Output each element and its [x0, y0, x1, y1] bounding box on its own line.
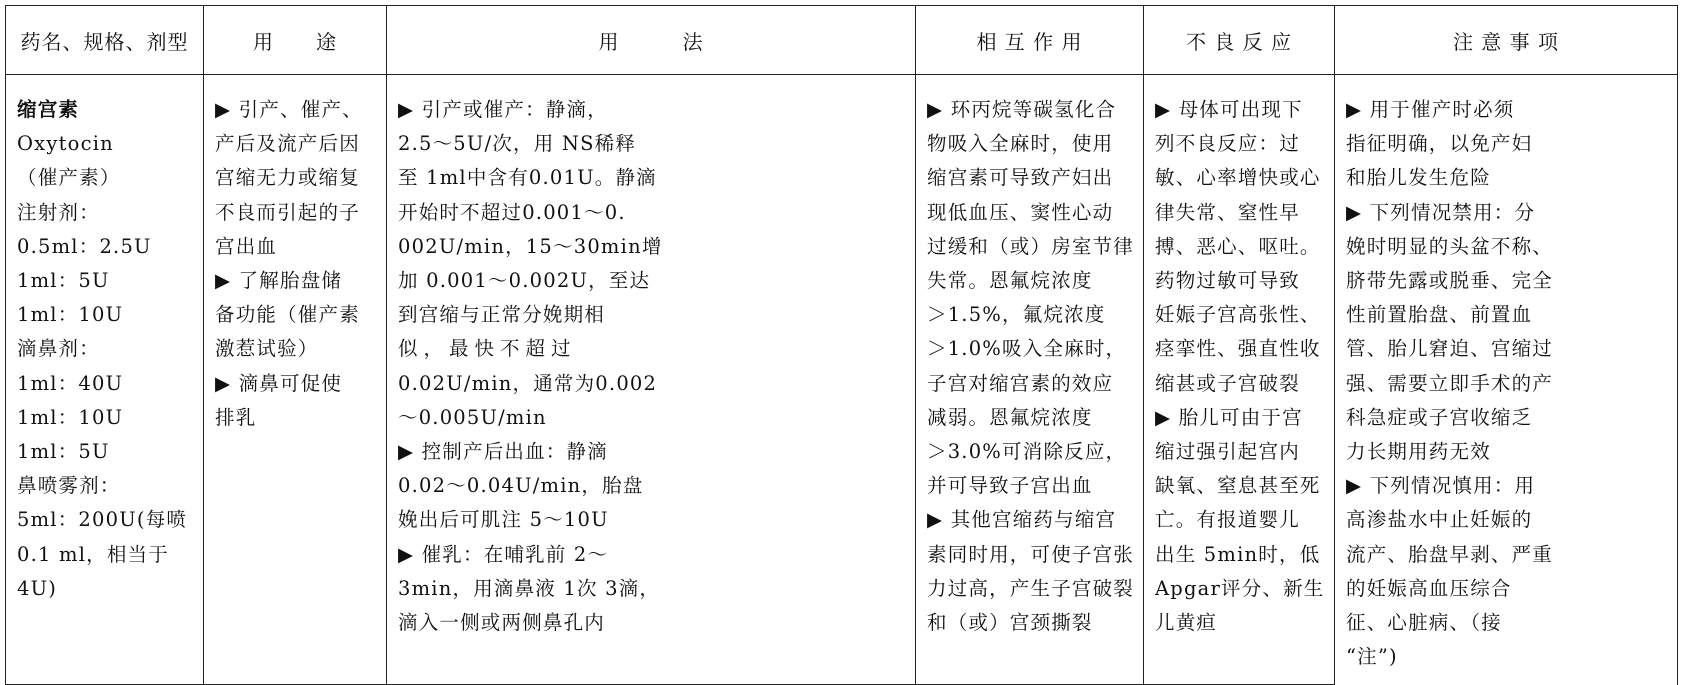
- adverse-line: 缺氧、窒息甚至死: [1155, 474, 1321, 498]
- usage-line: 0.02～0.04U/min，胎盘: [398, 474, 644, 498]
- notes-line: 力长期用药无效: [1346, 440, 1491, 464]
- use-line: 备功能（催产素: [215, 303, 360, 327]
- drug-name-line: （催产素）: [17, 166, 121, 190]
- use-line: ▶ 了解胎盘储: [215, 269, 343, 293]
- interaction-line: ＞1.5%，氟烷浓度: [927, 303, 1106, 327]
- drug-name-line: 滴鼻剂：: [17, 337, 100, 361]
- drug-name-line: 鼻喷雾剂：: [17, 474, 121, 498]
- notes-line: ▶ 下列情况禁用：分: [1346, 200, 1536, 224]
- drug-name-line: 注射剂：: [17, 200, 100, 224]
- adverse-line: Apgar评分、新生: [1155, 576, 1325, 600]
- notes-line: 强、需要立即手术的产: [1346, 371, 1554, 395]
- drug-name-line: 1ml：10U: [17, 303, 124, 327]
- interaction-line: 物吸入全麻时，使用: [927, 132, 1114, 156]
- usage-line: 加 0.001～0.002U，至达: [398, 269, 651, 293]
- adverse-line: 列不良反应：过: [1155, 132, 1300, 156]
- interaction-line: 素同时用，可使子宫张: [927, 542, 1135, 566]
- adverse-line: 搏、恶心、呕吐。: [1155, 234, 1321, 258]
- notes-line: 管、胎儿窘迫、宫缩过: [1346, 337, 1554, 361]
- drug-name-line: 1ml：10U: [17, 405, 124, 429]
- use-line: 排乳: [215, 405, 257, 429]
- usage-line: 3min，用滴鼻液 1次 3滴，: [398, 576, 661, 600]
- use-line: ▶ 滴鼻可促使: [215, 371, 343, 395]
- use-line: 不良而引起的子: [215, 200, 360, 224]
- interaction-line: ▶ 其他宫缩药与缩宫: [927, 508, 1117, 532]
- interaction-line: ＞3.0%可消除反应，: [927, 440, 1127, 464]
- usage-line: 娩出后可肌注 5～10U: [398, 508, 609, 532]
- drug-info-table: [5, 5, 1678, 685]
- use-line: 产后及流产后因: [215, 132, 360, 156]
- adverse-line: ▶ 胎儿可由于宫: [1155, 405, 1303, 429]
- notes-line: 科急症或子宫收缩乏: [1346, 405, 1533, 429]
- notes-line: ▶ 下列情况慎用：用: [1346, 474, 1536, 498]
- adverse-line: ▶ 母体可出现下: [1155, 98, 1303, 121]
- cell-drug-name: [6, 75, 204, 685]
- header-drug-name: 药名、规格、剂型: [6, 6, 204, 75]
- adverse-line: 痉挛性、强直性收: [1155, 337, 1321, 361]
- use-line: 激惹试验）: [215, 337, 319, 361]
- interaction-line: 过缓和（或）房室节律: [927, 234, 1135, 258]
- interaction-line: 失常。恩氟烷浓度: [927, 269, 1093, 293]
- drug-name-line: 5ml：200U(每喷: [17, 508, 188, 532]
- cell-adverse-reaction: [1144, 75, 1335, 685]
- drug-row-oxytocin: [6, 75, 1678, 685]
- drug-name-line: 0.1 ml，相当于: [17, 542, 169, 566]
- use-line: 宫缩无力或缩复: [215, 166, 360, 190]
- drug-name-line: 0.5ml：2.5U: [17, 234, 152, 258]
- adverse-line: 缩过强引起宫内: [1155, 440, 1300, 464]
- notes-line: 指征明确，以免产妇: [1346, 132, 1533, 156]
- usage-line: ▶ 引产或催产：静滴，: [398, 98, 608, 121]
- interaction-line: 子宫对缩宫素的效应: [927, 371, 1114, 395]
- header-row: [6, 6, 1678, 75]
- interaction-line: 减弱。恩氟烷浓度: [927, 405, 1093, 429]
- drug-name-line: 4U): [17, 576, 58, 600]
- adverse-line: 亡。有报道婴儿: [1155, 508, 1300, 532]
- usage-line: 到宫缩与正常分娩期相: [398, 303, 606, 327]
- cell-usage: [387, 75, 916, 685]
- adverse-line: 缩甚或子宫破裂: [1155, 371, 1300, 395]
- header-use: 用 途: [204, 6, 387, 75]
- usage-line: 至 1ml中含有0.01U。静滴: [398, 166, 657, 190]
- cell-precautions: [1335, 75, 1678, 685]
- notes-line: 脐带先露或脱垂、完全: [1346, 269, 1554, 293]
- adverse-line: 儿黄疸: [1155, 611, 1218, 635]
- usage-line: 滴入一侧或两侧鼻孔内: [398, 611, 606, 635]
- drug-name-line: 1ml：5U: [17, 269, 110, 293]
- notes-line: 和胎儿发生危险: [1346, 166, 1491, 190]
- usage-line: 002U/min，15～30min增: [398, 234, 663, 258]
- adverse-line: 妊娠子宫高张性、: [1155, 303, 1321, 327]
- adverse-line: 敏、心率增快或心: [1155, 166, 1321, 190]
- usage-line: ～0.005U/min: [398, 405, 547, 429]
- adverse-line: 药物过敏可导致: [1155, 269, 1300, 293]
- interaction-line: 和（或）宫颈撕裂: [927, 611, 1093, 635]
- drug-name-line: Oxytocin: [17, 132, 114, 156]
- usage-line: ▶ 控制产后出血：静滴: [398, 440, 608, 464]
- adverse-line: 律失常、窒性早: [1155, 200, 1300, 224]
- notes-line: 流产、胎盘早剥、严重: [1346, 542, 1554, 566]
- notes-line: 娩时明显的头盆不称、: [1346, 234, 1554, 258]
- drug-name-line: 1ml：40U: [17, 371, 124, 395]
- notes-line: ▶ 用于催产时必须: [1346, 98, 1515, 121]
- drug-name-line: 1ml：5U: [17, 440, 110, 464]
- interaction-line: 并可导致子宫出血: [927, 474, 1093, 498]
- cell-interaction: [916, 75, 1144, 685]
- notes-line: “注”): [1346, 645, 1398, 669]
- header-adverse-reaction: 不 良 反 应: [1144, 6, 1335, 75]
- notes-line: 高渗盐水中止妊娠的: [1346, 508, 1533, 532]
- interaction-line: 力过高，产生子宫破裂: [927, 576, 1135, 600]
- interaction-line: 缩宫素可导致产妇出: [927, 166, 1114, 190]
- adverse-line: 出生 5min时，低: [1155, 542, 1321, 566]
- header-interaction: 相 互 作 用: [916, 6, 1144, 75]
- interaction-line: 现低血压、窦性心动: [927, 200, 1114, 224]
- notes-line: 征、心脏病、（接: [1346, 611, 1502, 635]
- usage-line: 似，最快不超过: [398, 337, 577, 361]
- use-line: 宫出血: [215, 234, 278, 258]
- header-usage: 用 法: [387, 6, 916, 75]
- usage-line: 2.5～5U/次，用 NS稀释: [398, 132, 637, 156]
- use-line: ▶ 引产、催产、: [215, 98, 363, 121]
- notes-line: 的妊娠高血压综合: [1346, 576, 1512, 600]
- interaction-line: ▶ 环丙烷等碳氢化合: [927, 98, 1117, 121]
- usage-line: ▶ 催乳：在哺乳前 2～: [398, 542, 609, 566]
- interaction-line: ＞1.0%吸入全麻时，: [927, 337, 1127, 361]
- drug-name-line: 缩宫素: [17, 98, 80, 121]
- cell-use: [204, 75, 387, 685]
- usage-line: 0.02U/min，通常为0.002: [398, 371, 658, 395]
- notes-line: 性前置胎盘、前置血: [1346, 303, 1533, 327]
- usage-line: 开始时不超过0.001～0.: [398, 200, 626, 224]
- header-precautions: 注 意 事 项: [1335, 6, 1678, 75]
